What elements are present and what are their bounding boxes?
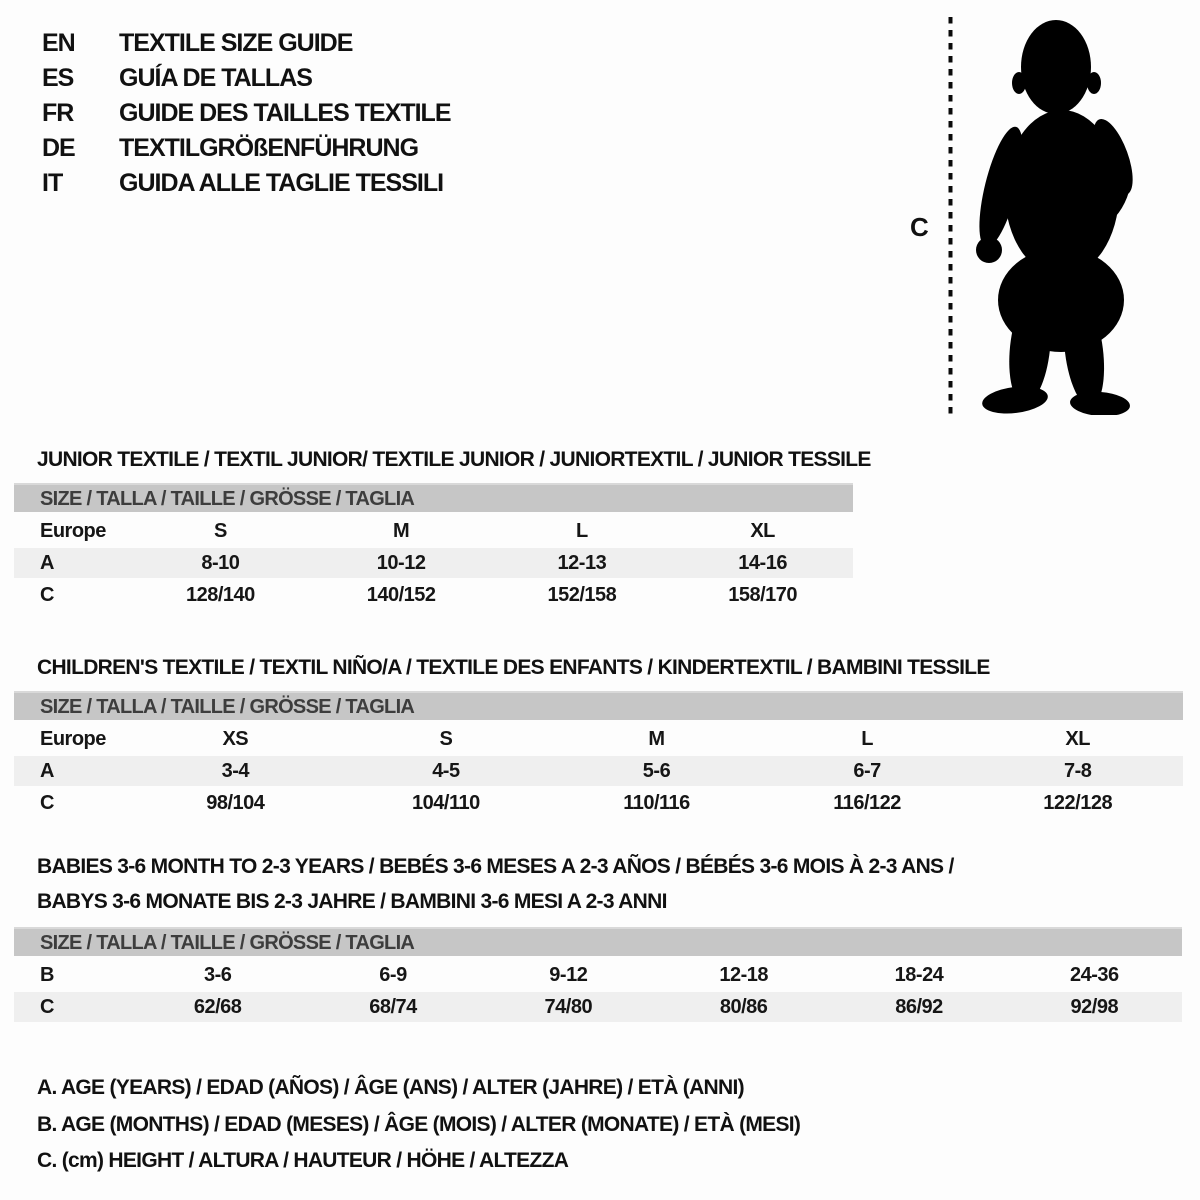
size-table-header: SIZE / TALLA / TAILLE / GRÖSSE / TAGLIA: [14, 483, 853, 512]
size-table-junior: [14, 483, 853, 612]
language-code: FR: [42, 99, 74, 127]
size-cell: 10-12: [376, 552, 426, 574]
size-cell: 18-24: [894, 964, 944, 986]
table-row-c: [14, 580, 853, 610]
row-label: Europe: [40, 520, 106, 542]
language-code: ES: [42, 64, 74, 92]
size-cell: 8-10: [201, 552, 240, 574]
language-code: IT: [42, 169, 63, 197]
language-code: EN: [42, 29, 75, 57]
size-cell: XL: [750, 520, 775, 542]
height-measure-dashed-line: [948, 17, 953, 420]
size-table-rows: [14, 516, 853, 610]
size-cell: 68/74: [369, 996, 417, 1018]
size-cell: XL: [1065, 728, 1090, 750]
size-table-rows: [14, 960, 1182, 1022]
size-table-header: SIZE / TALLA / TAILLE / GRÖSSE / TAGLIA: [14, 691, 1183, 720]
section-title-babies: [37, 849, 954, 919]
size-cell: 152/158: [547, 584, 617, 606]
toddler-silhouette-image: [966, 17, 1144, 420]
size-cell: S: [213, 520, 227, 542]
section-title-babies-line1: BABIES 3-6 MONTH TO 2-3 YEARS / BEBÉS 3-6 MESES A 2-3 AÑOS / BÉBÉS 3-6 MOIS À 2-3 ANS /: [37, 855, 954, 878]
size-cell: 80/86: [719, 996, 768, 1018]
section-title-junior: JUNIOR TEXTILE / TEXTIL JUNIOR/ TEXTILE JUNIOR / JUNIORTEXTIL / JUNIOR TESSILE: [37, 448, 871, 471]
size-cell: 6-9: [379, 964, 407, 986]
row-label: C: [40, 792, 54, 814]
table-row-europe: [14, 724, 1183, 754]
size-cell: 122/128: [1043, 792, 1113, 814]
row-label: C: [40, 996, 54, 1018]
size-cell: 92/98: [1070, 996, 1119, 1018]
language-title: GUÍA DE TALLAS: [119, 64, 312, 92]
size-cell: 140/152: [366, 584, 436, 606]
section-title-babies-line2: BABYS 3-6 MONATE BIS 2-3 JAHRE / BAMBINI 3-6 MESI A 2-3 ANNI: [37, 890, 667, 913]
row-label: A: [40, 552, 54, 574]
size-cell: 4-5: [432, 760, 460, 782]
size-cell: 12-18: [719, 964, 768, 986]
size-cell: 12-13: [557, 552, 607, 574]
size-cell: 24-36: [1069, 964, 1119, 986]
language-title: TEXTILGRÖßENFÜHRUNG: [119, 134, 419, 162]
size-cell: 128/140: [185, 584, 255, 606]
table-row-c: [14, 788, 1183, 818]
row-label: C: [40, 584, 54, 606]
size-cell: 7-8: [1063, 760, 1092, 782]
row-label: Europe: [40, 728, 106, 750]
size-cell: 5-6: [642, 760, 671, 782]
size-cell: 98/104: [206, 792, 265, 814]
size-cell: 74/80: [544, 996, 593, 1018]
size-cell: L: [861, 728, 873, 750]
table-row-a: [14, 756, 1183, 786]
size-cell: 104/110: [412, 792, 480, 814]
language-row: [42, 96, 451, 131]
language-title-list: [42, 26, 451, 201]
size-table-children: [14, 691, 1183, 820]
size-cell: 3-4: [221, 760, 249, 782]
size-cell: XS: [222, 728, 249, 750]
size-table-rows: [14, 724, 1183, 818]
size-table-header: SIZE / TALLA / TAILLE / GRÖSSE / TAGLIA: [14, 927, 1182, 956]
size-cell: 116/122: [833, 792, 901, 814]
size-cell: M: [393, 520, 410, 542]
language-title: GUIDE DES TAILLES TEXTILE: [119, 99, 451, 127]
language-title: TEXTILE SIZE GUIDE: [119, 29, 353, 57]
language-row: [42, 26, 451, 61]
size-cell: 14-16: [738, 552, 787, 574]
size-cell: 3-6: [203, 964, 232, 986]
legend-line-c: C. (cm) HEIGHT / ALTURA / HAUTEUR / HÖHE / ALTEZZA: [37, 1149, 569, 1173]
size-cell: 9-12: [549, 964, 588, 986]
size-cell: M: [648, 728, 665, 750]
language-row: [42, 166, 451, 201]
legend-line-b: B. AGE (MONTHS) / EDAD (MESES) / ÂGE (MOIS) / ALTER (MONATE) / ETÀ (MESI): [37, 1112, 801, 1136]
table-row-b: [14, 960, 1182, 990]
size-cell: 110/116: [623, 792, 690, 814]
language-code: DE: [42, 134, 75, 162]
size-cell: 6-7: [853, 760, 881, 782]
row-label: B: [40, 964, 54, 986]
table-row-europe: [14, 516, 853, 546]
size-table-babies: [14, 927, 1182, 1024]
size-cell: L: [576, 520, 588, 542]
section-title-children: CHILDREN'S TEXTILE / TEXTIL NIÑO/A / TEXTILE DES ENFANTS / KINDERTEXTIL / BAMBINI TESSILE: [37, 656, 990, 679]
measurement-legend: [37, 1070, 800, 1180]
language-row: [42, 131, 451, 166]
legend-line-a: A. AGE (YEARS) / EDAD (AÑOS) / ÂGE (ANS) / ALTER (JAHRE) / ETÀ (ANNI): [37, 1076, 744, 1100]
row-label: A: [40, 760, 54, 782]
size-cell: 86/92: [895, 996, 943, 1018]
size-cell: 62/68: [193, 996, 242, 1018]
language-title: GUIDA ALLE TAGLIE TESSILI: [119, 169, 444, 197]
size-cell: 158/170: [728, 584, 798, 606]
height-measure-label: C: [910, 212, 929, 242]
table-row-c: [14, 992, 1182, 1022]
size-cell: S: [439, 728, 453, 750]
language-row: [42, 61, 451, 96]
table-row-a: [14, 548, 853, 578]
